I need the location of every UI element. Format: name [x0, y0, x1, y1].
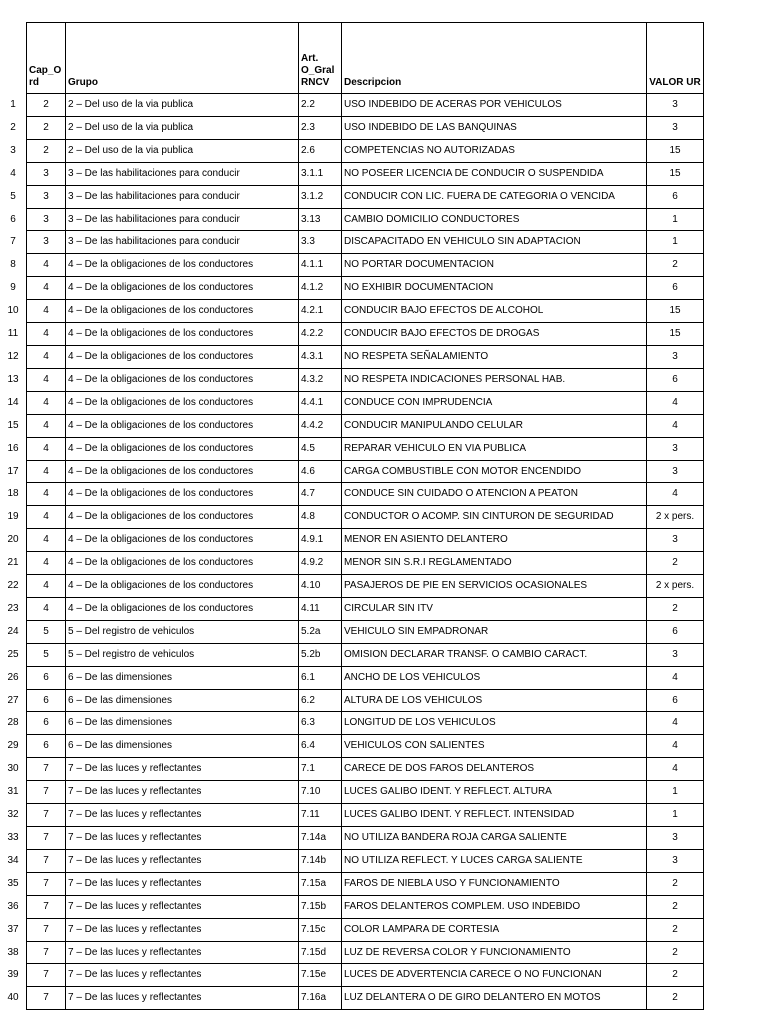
table-row	[0, 116, 704, 139]
table-row	[0, 231, 704, 254]
table-row	[0, 597, 704, 620]
table-row	[0, 895, 704, 918]
descripcion-cell: CONDUCIR BAJO EFECTOS DE ALCOHOL	[342, 300, 647, 323]
row-number: 1	[10, 99, 16, 110]
cap-cell: 4	[27, 437, 66, 460]
grupo-cell: 6 – De las dimensiones	[66, 735, 299, 758]
cap-cell: 6	[27, 689, 66, 712]
table-row	[0, 575, 704, 598]
art-cell: 7.1	[299, 758, 342, 781]
valor-cell: 2	[647, 987, 704, 1010]
grupo-cell: 4 – De la obligaciones de los conductores	[66, 460, 299, 483]
cap-cell: 4	[27, 414, 66, 437]
valor-cell: 4	[647, 758, 704, 781]
cap-cell: 7	[27, 872, 66, 895]
row-number: 15	[7, 419, 19, 431]
table-row	[0, 735, 704, 758]
descripcion-cell: VEHICULOS CON SALIENTES	[342, 735, 647, 758]
descripcion-cell: VEHICULO SIN EMPADRONAR	[342, 620, 647, 643]
descripcion-cell: NO UTILIZA BANDERA ROJA CARGA SALIENTE	[342, 827, 647, 850]
grupo-cell: 7 – De las luces y reflectantes	[66, 827, 299, 850]
valor-cell: 4	[647, 483, 704, 506]
art-cell: 7.14a	[299, 827, 342, 850]
art-cell: 6.3	[299, 712, 342, 735]
row-number: 18	[7, 488, 19, 500]
cap-cell: 3	[27, 162, 66, 185]
valor-cell: 15	[647, 162, 704, 185]
art-cell: 7.15c	[299, 918, 342, 941]
table-row	[0, 368, 704, 391]
grupo-cell: 5 – Del registro de vehiculos	[66, 620, 299, 643]
row-number: 7	[10, 236, 16, 248]
grupo-cell: 7 – De las luces y reflectantes	[66, 804, 299, 827]
table-row	[0, 94, 704, 117]
cap-cell: 5	[27, 643, 66, 666]
cap-cell: 6	[27, 712, 66, 735]
grupo-cell: 7 – De las luces y reflectantes	[66, 941, 299, 964]
table-row	[0, 552, 704, 575]
header-art: Art. O_Gral RNCV	[299, 23, 342, 94]
table-row	[0, 758, 704, 781]
row-number: 13	[7, 373, 19, 385]
grupo-cell: 7 – De las luces y reflectantes	[66, 987, 299, 1010]
row-number: 17	[7, 465, 19, 477]
descripcion-cell: CONDUCE CON IMPRUDENCIA	[342, 391, 647, 414]
table-row	[0, 643, 704, 666]
cap-cell: 3	[27, 231, 66, 254]
art-cell: 4.1.2	[299, 277, 342, 300]
valor-cell: 1	[647, 781, 704, 804]
valor-cell: 15	[647, 139, 704, 162]
table-row	[0, 781, 704, 804]
row-number: 35	[7, 877, 19, 889]
art-cell: 4.8	[299, 506, 342, 529]
art-cell: 6.2	[299, 689, 342, 712]
art-cell: 7.14b	[299, 849, 342, 872]
valor-cell: 2	[647, 872, 704, 895]
descripcion-cell: NO POSEER LICENCIA DE CONDUCIR O SUSPENDIDA	[342, 162, 647, 185]
art-cell: 2.6	[299, 139, 342, 162]
art-cell: 7.15d	[299, 941, 342, 964]
table-row	[0, 529, 704, 552]
descripcion-cell: OMISION DECLARAR TRANSF. O CAMBIO CARACT.	[342, 643, 647, 666]
cap-cell: 4	[27, 323, 66, 346]
header-cap: Cap_O rd	[27, 23, 66, 94]
grupo-cell: 4 – De la obligaciones de los conductores	[66, 345, 299, 368]
grupo-cell: 4 – De la obligaciones de los conductores	[66, 277, 299, 300]
descripcion-cell: NO UTILIZA REFLECT. Y LUCES CARGA SALIENTE	[342, 849, 647, 872]
valor-cell: 3	[647, 643, 704, 666]
valor-cell: 4	[647, 735, 704, 758]
art-cell: 2.3	[299, 116, 342, 139]
descripcion-cell: NO RESPETA SEÑALAMIENTO	[342, 345, 647, 368]
row-number: 36	[7, 900, 19, 912]
row-number: 20	[7, 534, 19, 546]
grupo-cell: 6 – De las dimensiones	[66, 689, 299, 712]
descripcion-cell: MENOR SIN S.R.I REGLAMENTADO	[342, 552, 647, 575]
valor-cell: 15	[647, 300, 704, 323]
grupo-cell: 7 – De las luces y reflectantes	[66, 781, 299, 804]
grupo-cell: 4 – De la obligaciones de los conductores	[66, 437, 299, 460]
art-cell: 3.13	[299, 208, 342, 231]
row-number: 39	[7, 969, 19, 981]
header-descripcion: Descripcion	[342, 23, 647, 94]
cap-cell: 3	[27, 208, 66, 231]
art-cell: 5.2a	[299, 620, 342, 643]
table-row	[0, 918, 704, 941]
art-cell: 3.1.2	[299, 185, 342, 208]
descripcion-cell: ANCHO DE LOS VEHICULOS	[342, 666, 647, 689]
row-number: 2	[10, 121, 16, 133]
valor-cell: 2 x pers.	[647, 575, 704, 598]
grupo-cell: 2 – Del uso de la via publica	[66, 116, 299, 139]
valor-cell: 2	[647, 597, 704, 620]
art-cell: 7.15b	[299, 895, 342, 918]
cap-cell: 4	[27, 345, 66, 368]
descripcion-cell: FAROS DE NIEBLA USO Y FUNCIONAMIENTO	[342, 872, 647, 895]
valor-cell: 3	[647, 437, 704, 460]
cap-cell: 7	[27, 941, 66, 964]
valor-cell: 1	[647, 231, 704, 254]
descripcion-cell: LUZ DELANTERA O DE GIRO DELANTERO EN MOTOS	[342, 987, 647, 1010]
grupo-cell: 2 – Del uso de la via publica	[66, 94, 299, 117]
grupo-cell: 3 – De las habilitaciones para conducir	[66, 162, 299, 185]
table-row	[0, 208, 704, 231]
art-cell: 4.10	[299, 575, 342, 598]
row-number: 40	[7, 992, 19, 1004]
cap-cell: 4	[27, 483, 66, 506]
descripcion-cell: LONGITUD DE LOS VEHICULOS	[342, 712, 647, 735]
grupo-cell: 4 – De la obligaciones de los conductores	[66, 552, 299, 575]
row-number: 5	[10, 190, 16, 202]
valor-cell: 4	[647, 391, 704, 414]
row-number: 16	[7, 442, 19, 454]
grupo-cell: 7 – De las luces y reflectantes	[66, 918, 299, 941]
table-row	[0, 872, 704, 895]
table-row	[0, 941, 704, 964]
valor-cell: 2	[647, 895, 704, 918]
cap-cell: 3	[27, 185, 66, 208]
grupo-cell: 2 – Del uso de la via publica	[66, 139, 299, 162]
art-cell: 4.2.1	[299, 300, 342, 323]
descripcion-cell: DISCAPACITADO EN VEHICULO SIN ADAPTACION	[342, 231, 647, 254]
grupo-cell: 7 – De las luces y reflectantes	[66, 849, 299, 872]
descripcion-cell: COLOR LAMPARA DE CORTESIA	[342, 918, 647, 941]
valor-cell: 4	[647, 414, 704, 437]
table-row	[0, 345, 704, 368]
descripcion-cell: USO INDEBIDO DE ACERAS POR VEHICULOS	[342, 94, 647, 117]
table-row	[0, 666, 704, 689]
table-row	[0, 987, 704, 1010]
cap-cell: 4	[27, 529, 66, 552]
cap-cell: 4	[27, 597, 66, 620]
row-number: 29	[7, 740, 19, 752]
table-row	[0, 849, 704, 872]
cap-cell: 7	[27, 918, 66, 941]
cap-cell: 4	[27, 300, 66, 323]
valor-cell: 2 x pers.	[647, 506, 704, 529]
valor-cell: 2	[647, 254, 704, 277]
row-number: 12	[7, 350, 19, 362]
valor-cell: 4	[647, 712, 704, 735]
grupo-cell: 7 – De las luces y reflectantes	[66, 872, 299, 895]
row-number: 9	[10, 282, 16, 294]
descripcion-cell: CIRCULAR SIN ITV	[342, 597, 647, 620]
cap-cell: 4	[27, 254, 66, 277]
valor-cell: 3	[647, 116, 704, 139]
art-cell: 4.9.2	[299, 552, 342, 575]
header-grupo: Grupo	[66, 23, 299, 94]
table-row	[0, 300, 704, 323]
descripcion-cell: CARECE DE DOS FAROS DELANTEROS	[342, 758, 647, 781]
art-cell: 2.2	[299, 94, 342, 117]
row-number: 3	[10, 144, 16, 156]
valor-cell: 2	[647, 918, 704, 941]
descripcion-cell: LUCES DE ADVERTENCIA CARECE O NO FUNCIONAN	[342, 964, 647, 987]
cap-cell: 2	[27, 116, 66, 139]
art-cell: 6.1	[299, 666, 342, 689]
cap-cell: 4	[27, 368, 66, 391]
row-number: 26	[7, 671, 19, 683]
art-cell: 4.7	[299, 483, 342, 506]
art-cell: 7.10	[299, 781, 342, 804]
descripcion-cell: LUCES GALIBO IDENT. Y REFLECT. INTENSIDAD	[342, 804, 647, 827]
cap-cell: 7	[27, 849, 66, 872]
art-cell: 5.2b	[299, 643, 342, 666]
row-number: 23	[7, 602, 19, 614]
row-number: 6	[10, 213, 16, 225]
descripcion-cell: CONDUCIR CON LIC. FUERA DE CATEGORIA O VENCIDA	[342, 185, 647, 208]
art-cell: 4.4.2	[299, 414, 342, 437]
valor-cell: 2	[647, 941, 704, 964]
table-row	[0, 437, 704, 460]
cap-cell: 7	[27, 804, 66, 827]
art-cell: 4.11	[299, 597, 342, 620]
table-row	[0, 414, 704, 437]
art-cell: 4.6	[299, 460, 342, 483]
cap-cell: 4	[27, 460, 66, 483]
cap-cell: 6	[27, 735, 66, 758]
art-cell: 4.1.1	[299, 254, 342, 277]
art-cell: 3.1.1	[299, 162, 342, 185]
row-number: 10	[7, 305, 19, 317]
grupo-cell: 4 – De la obligaciones de los conductores	[66, 323, 299, 346]
cap-cell: 7	[27, 987, 66, 1010]
table-row	[0, 460, 704, 483]
table-row	[0, 804, 704, 827]
descripcion-cell: CARGA COMBUSTIBLE CON MOTOR ENCENDIDO	[342, 460, 647, 483]
cap-cell: 2	[27, 139, 66, 162]
grupo-cell: 3 – De las habilitaciones para conducir	[66, 231, 299, 254]
valor-cell: 2	[647, 552, 704, 575]
valor-cell: 3	[647, 529, 704, 552]
row-number: 30	[7, 763, 19, 775]
descripcion-cell: CONDUCIR BAJO EFECTOS DE DROGAS	[342, 323, 647, 346]
table-row	[0, 712, 704, 735]
valor-cell: 6	[647, 277, 704, 300]
descripcion-cell: MENOR EN ASIENTO DELANTERO	[342, 529, 647, 552]
valor-cell: 1	[647, 208, 704, 231]
valor-cell: 1	[647, 804, 704, 827]
art-cell: 4.9.1	[299, 529, 342, 552]
art-cell: 6.4	[299, 735, 342, 758]
table-row	[0, 827, 704, 850]
valor-cell: 2	[647, 964, 704, 987]
table-row	[0, 506, 704, 529]
art-cell: 4.4.1	[299, 391, 342, 414]
table-row	[0, 964, 704, 987]
row-number: 24	[7, 625, 19, 637]
grupo-cell: 4 – De la obligaciones de los conductores	[66, 506, 299, 529]
table-row	[0, 277, 704, 300]
row-number: 31	[7, 786, 19, 798]
descripcion-cell: CONDUCE SIN CUIDADO O ATENCION A PEATON	[342, 483, 647, 506]
table-row	[0, 254, 704, 277]
art-cell: 4.5	[299, 437, 342, 460]
art-cell: 7.11	[299, 804, 342, 827]
header-row	[0, 23, 704, 94]
grupo-cell: 4 – De la obligaciones de los conductores	[66, 529, 299, 552]
cap-cell: 4	[27, 391, 66, 414]
row-number: 38	[7, 946, 19, 958]
cap-cell: 4	[27, 277, 66, 300]
descripcion-cell: REPARAR VEHICULO EN VIA PUBLICA	[342, 437, 647, 460]
cap-cell: 7	[27, 964, 66, 987]
cap-cell: 5	[27, 620, 66, 643]
grupo-cell: 4 – De la obligaciones de los conductores	[66, 597, 299, 620]
cap-cell: 7	[27, 895, 66, 918]
descripcion-cell: LUZ DE REVERSA COLOR Y FUNCIONAMIENTO	[342, 941, 647, 964]
descripcion-cell: NO PORTAR DOCUMENTACION	[342, 254, 647, 277]
valor-cell: 3	[647, 345, 704, 368]
cap-cell: 2	[27, 94, 66, 117]
table-row	[0, 323, 704, 346]
row-number: 33	[7, 832, 19, 843]
descripcion-cell: NO EXHIBIR DOCUMENTACION	[342, 277, 647, 300]
cap-cell: 4	[27, 575, 66, 598]
row-number: 32	[7, 809, 19, 821]
row-number: 28	[7, 717, 19, 729]
art-cell: 7.16a	[299, 987, 342, 1010]
valor-cell: 3	[647, 849, 704, 872]
valor-cell: 4	[647, 666, 704, 689]
grupo-cell: 4 – De la obligaciones de los conductores	[66, 575, 299, 598]
row-number: 37	[7, 923, 19, 935]
cap-cell: 7	[27, 758, 66, 781]
grupo-cell: 4 – De la obligaciones de los conductores	[66, 483, 299, 506]
descripcion-cell: NO RESPETA INDICACIONES PERSONAL HAB.	[342, 368, 647, 391]
valor-cell: 6	[647, 185, 704, 208]
art-cell: 7.15e	[299, 964, 342, 987]
cap-cell: 6	[27, 666, 66, 689]
row-number: 22	[7, 580, 19, 592]
row-number: 34	[7, 854, 19, 866]
grupo-cell: 5 – Del registro de vehiculos	[66, 643, 299, 666]
descripcion-cell: CONDUCTOR O ACOMP. SIN CINTURON DE SEGURIDAD	[342, 506, 647, 529]
grupo-cell: 4 – De la obligaciones de los conductores	[66, 368, 299, 391]
table-row	[0, 391, 704, 414]
valor-cell: 3	[647, 460, 704, 483]
descripcion-cell: CAMBIO DOMICILIO CONDUCTORES	[342, 208, 647, 231]
grupo-cell: 4 – De la obligaciones de los conductores	[66, 414, 299, 437]
valor-cell: 6	[647, 689, 704, 712]
table-body	[0, 94, 704, 1010]
row-number: 21	[7, 557, 19, 569]
cap-cell: 7	[27, 827, 66, 850]
grupo-cell: 7 – De las luces y reflectantes	[66, 964, 299, 987]
header-valor: VALOR UR	[647, 23, 704, 94]
cap-cell: 7	[27, 781, 66, 804]
table-row	[0, 185, 704, 208]
valor-cell: 6	[647, 368, 704, 391]
grupo-cell: 7 – De las luces y reflectantes	[66, 758, 299, 781]
descripcion-cell: PASAJEROS DE PIE EN SERVICIOS OCASIONALES	[342, 575, 647, 598]
row-number: 4	[10, 167, 16, 179]
grupo-cell: 3 – De las habilitaciones para conducir	[66, 185, 299, 208]
descripcion-cell: CONDUCIR MANIPULANDO CELULAR	[342, 414, 647, 437]
cap-cell: 4	[27, 552, 66, 575]
table-row	[0, 689, 704, 712]
row-number: 11	[7, 328, 19, 340]
infractions-table	[0, 22, 704, 1010]
row-number-header	[0, 23, 27, 94]
valor-cell: 15	[647, 323, 704, 346]
art-cell: 4.3.1	[299, 345, 342, 368]
grupo-cell: 7 – De las luces y reflectantes	[66, 895, 299, 918]
table-row	[0, 162, 704, 185]
descripcion-cell: LUCES GALIBO IDENT. Y REFLECT. ALTURA	[342, 781, 647, 804]
table-row	[0, 620, 704, 643]
row-number: 19	[7, 511, 19, 523]
valor-cell: 6	[647, 620, 704, 643]
grupo-cell: 6 – De las dimensiones	[66, 712, 299, 735]
row-number: 14	[7, 396, 19, 408]
art-cell: 4.3.2	[299, 368, 342, 391]
grupo-cell: 3 – De las habilitaciones para conducir	[66, 208, 299, 231]
descripcion-cell: ALTURA DE LOS VEHICULOS	[342, 689, 647, 712]
valor-cell: 3	[647, 94, 704, 117]
descripcion-cell: USO INDEBIDO DE LAS BANQUINAS	[342, 116, 647, 139]
grupo-cell: 6 – De las dimensiones	[66, 666, 299, 689]
cap-cell: 4	[27, 506, 66, 529]
descripcion-cell: FAROS DELANTEROS COMPLEM. USO INDEBIDO	[342, 895, 647, 918]
art-cell: 4.2.2	[299, 323, 342, 346]
table-row	[0, 483, 704, 506]
descripcion-cell: COMPETENCIAS NO AUTORIZADAS	[342, 139, 647, 162]
grupo-cell: 4 – De la obligaciones de los conductores	[66, 254, 299, 277]
art-cell: 7.15a	[299, 872, 342, 895]
row-number: 25	[7, 648, 19, 660]
art-cell: 3.3	[299, 231, 342, 254]
grupo-cell: 4 – De la obligaciones de los conductores	[66, 391, 299, 414]
table-row	[0, 139, 704, 162]
grupo-cell: 4 – De la obligaciones de los conductores	[66, 300, 299, 323]
row-number: 27	[7, 694, 19, 706]
row-number: 8	[10, 259, 16, 271]
valor-cell: 3	[647, 827, 704, 850]
